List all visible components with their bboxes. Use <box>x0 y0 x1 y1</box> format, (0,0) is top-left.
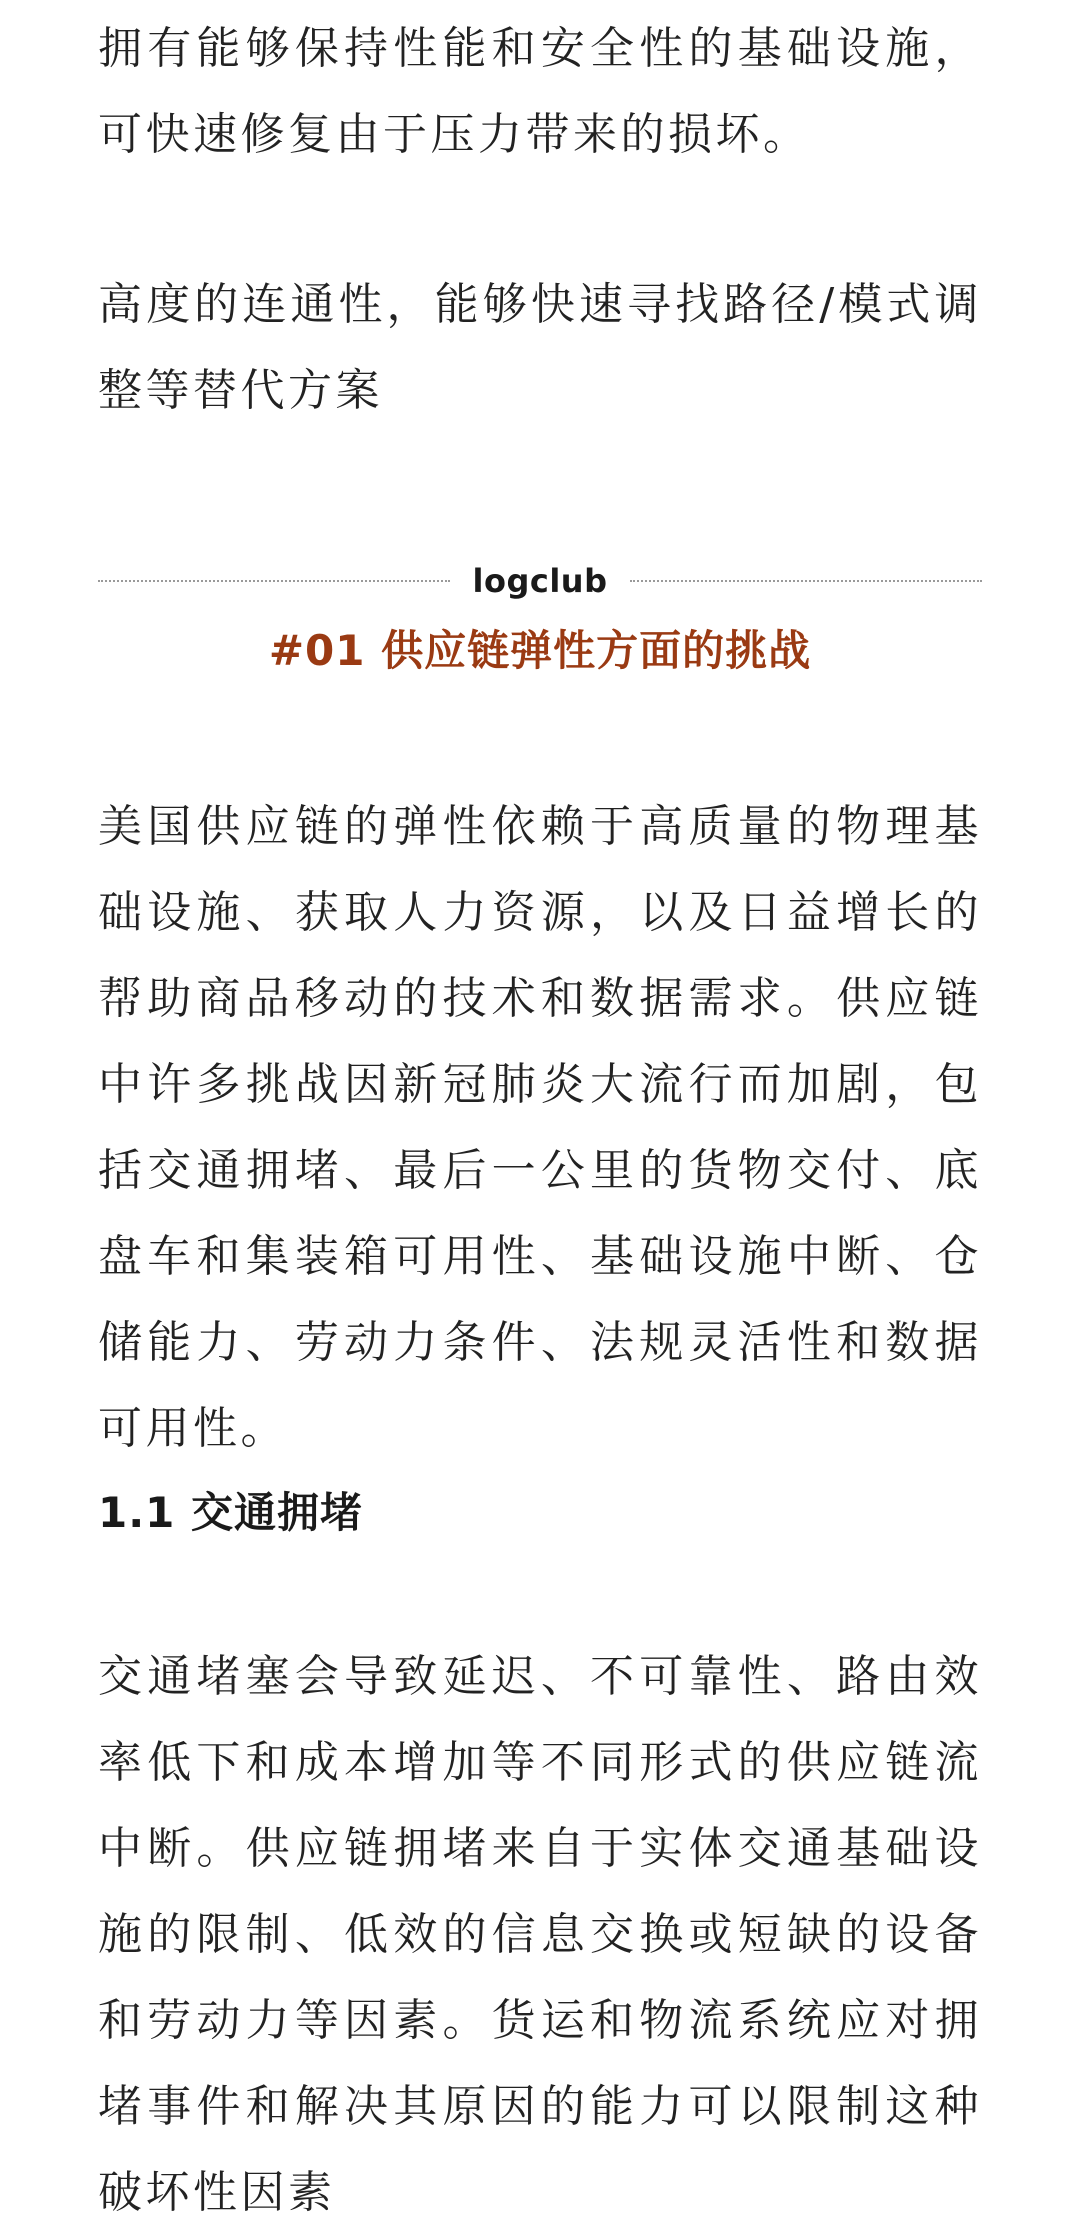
divider-line-left <box>98 580 450 582</box>
paragraph-infrastructure: 拥有能够保持性能和安全性的基础设施，可快速修复由于压力带来的损坏。 <box>98 23 982 160</box>
divider-line-right <box>630 580 982 582</box>
divider-brand-label: logclub <box>472 562 608 600</box>
subheading-traffic-congestion: 1.1 交通拥堵 <box>98 1488 364 1537</box>
section-divider <box>98 556 982 606</box>
paragraph-connectivity: 高度的连通性，能够快速寻找路径/模式调整等替代方案 <box>98 279 982 416</box>
paragraph-challenges: 美国供应链的弹性依赖于高质量的物理基础设施、获取人力资源，以及日益增长的帮助商品移动的技术和数据需求。供应链中许多挑战因新冠肺炎大流行而加剧，包括交通拥堵、最后一公里的货物交付、底盘车和集装箱可用性、基础设施中断、仓储能力、劳动力条件、法规灵活性和数据可用性。 <box>98 801 982 1454</box>
section-title: #01 供应链弹性方面的挑战 <box>268 626 812 675</box>
paragraph-traffic-congestion: 交通堵塞会导致延迟、不可靠性、路由效率低下和成本增加等不同形式的供应链流中断。供应链拥堵来自于实体交通基础设施的限制、低效的信息交换或短缺的设备和劳动力等因素。货运和物流系统应对拥堵事件和解决其原因的能力可以限制这种破坏性因素 <box>98 1651 982 2218</box>
